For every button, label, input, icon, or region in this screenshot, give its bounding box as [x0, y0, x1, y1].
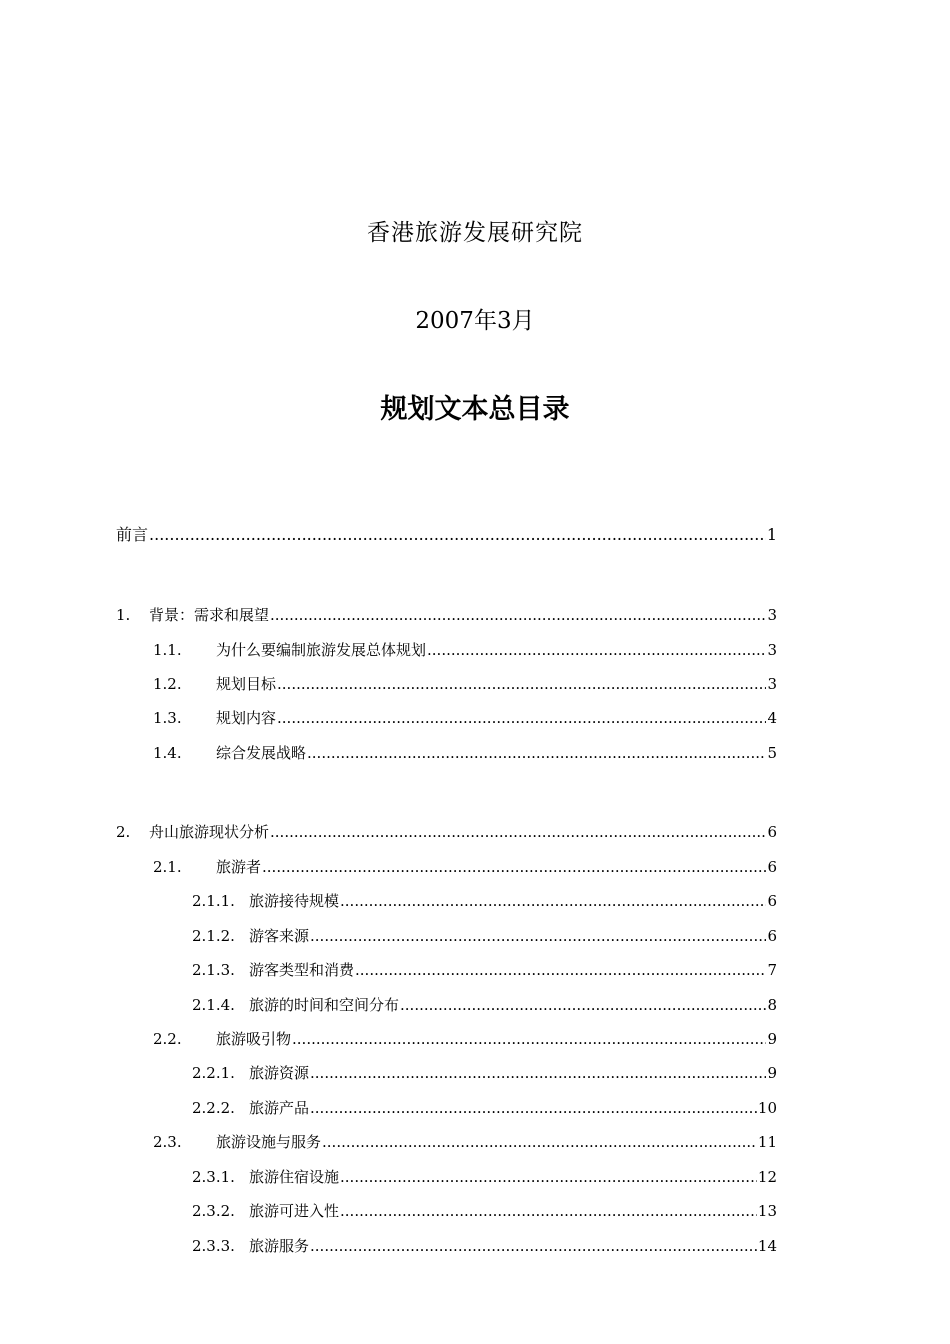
toc-entry-label: 为什么要编制旅游发展总体规划 [216, 641, 427, 659]
toc-entry-subsection[interactable] [192, 1235, 777, 1257]
toc-entry-label: 旅游接待规模 [249, 892, 340, 910]
toc-entry-number: 2.2.1. [192, 1064, 235, 1082]
toc-entry-section[interactable] [153, 1028, 777, 1050]
toc-entry-subsection[interactable] [192, 925, 777, 947]
toc-entry-label: 旅游的时间和空间分布 [249, 996, 400, 1014]
toc-entry-label: 旅游住宿设施 [249, 1168, 340, 1186]
toc-entry-section[interactable] [153, 707, 777, 729]
toc-entry-chapter[interactable] [116, 821, 777, 843]
toc-entry-label: 旅游设施与服务 [216, 1133, 322, 1151]
toc-entry-page: 3 [767, 606, 777, 624]
toc-entry-number: 2.3. [153, 1133, 182, 1151]
toc-leader-dots [262, 856, 766, 878]
toc-leader-dots [340, 890, 766, 912]
toc-entry-label: 旅游资源 [249, 1064, 310, 1082]
toc-leader-dots [277, 707, 766, 729]
toc-leader-dots [277, 673, 766, 695]
toc-entry-page: 8 [767, 996, 777, 1014]
toc-entry-page: 4 [767, 709, 777, 727]
toc-entry-number: 1.4. [153, 744, 182, 762]
toc-entry-label: 旅游吸引物 [216, 1030, 292, 1048]
toc-leader-dots [340, 1200, 757, 1222]
toc-leader-dots [307, 742, 766, 764]
toc-entry-number: 2.1.2. [192, 927, 235, 945]
toc-entry-number: 1.2. [153, 675, 182, 693]
toc-entry-number: 2.1. [153, 858, 182, 876]
toc-entry-section[interactable] [153, 1131, 777, 1153]
toc-leader-dots [270, 604, 766, 626]
toc-entry-label: 旅游产品 [249, 1099, 310, 1117]
toc-entry-page: 14 [757, 1237, 777, 1255]
toc-entry-page: 9 [767, 1064, 777, 1082]
toc-entry-chapter[interactable] [116, 604, 777, 626]
toc-entry-label: 旅游服务 [249, 1237, 310, 1255]
page-title: 规划文本总目录 [380, 394, 570, 425]
toc-entry-page: 3 [767, 641, 777, 659]
toc-leader-dots [310, 1062, 766, 1084]
toc-leader-dots [270, 821, 766, 843]
toc-leader-dots [355, 959, 766, 981]
toc-entry-page: 7 [767, 961, 777, 979]
toc-entry-label: 旅游者 [216, 858, 262, 876]
toc-entry-number: 2.3.1. [192, 1168, 235, 1186]
toc-leader-dots [340, 1166, 757, 1188]
toc-entry-page: 6 [767, 858, 777, 876]
organization-name: 香港旅游发展研究院 [367, 220, 583, 246]
toc-entry-page: 3 [767, 675, 777, 693]
toc-entry-page: 9 [767, 1030, 777, 1048]
toc-entry-page: 6 [767, 823, 777, 841]
toc-entry-number: 1.3. [153, 709, 182, 727]
toc-entry-section[interactable] [153, 673, 777, 695]
toc-leader-dots [400, 994, 766, 1016]
toc-entry-number: 2.1.1. [192, 892, 235, 910]
toc-leader-dots [310, 1235, 757, 1257]
toc-entry-number: 2.3.3. [192, 1237, 235, 1255]
toc-entry-number: 1.1. [153, 641, 182, 659]
toc-entry-number: 2.2.2. [192, 1099, 235, 1117]
toc-entry-label: 舟山旅游现状分析 [149, 823, 270, 841]
toc-entry-page: 13 [757, 1202, 777, 1220]
toc-entry-label: 旅游可进入性 [249, 1202, 340, 1220]
toc-entry-label: 游客类型和消费 [249, 961, 355, 979]
toc-entry-number: 2.3.2. [192, 1202, 235, 1220]
toc-leader-dots [322, 1131, 757, 1153]
toc-leader-dots [310, 925, 766, 947]
toc-entry-page: 6 [767, 892, 777, 910]
toc-entry-label: 规划内容 [216, 709, 277, 727]
toc-entry-section[interactable] [153, 856, 777, 878]
toc-entry-subsection[interactable] [192, 959, 777, 981]
toc-entry-page: 5 [767, 744, 777, 762]
toc-leader-dots [427, 639, 766, 661]
toc-entry-subsection[interactable] [192, 994, 777, 1016]
toc-entry-subsection[interactable] [192, 1062, 777, 1084]
toc-entry-page: 12 [757, 1168, 777, 1186]
document-date: 2007年3月 [415, 308, 535, 334]
toc-entry-page: 6 [767, 927, 777, 945]
toc-entry-page: 1 [766, 525, 777, 544]
toc-entry-number: 2.1.3. [192, 961, 235, 979]
toc-entry-subsection[interactable] [192, 1200, 777, 1222]
toc-entry-label: 综合发展战略 [216, 744, 307, 762]
toc-entry-number: 2.1.4. [192, 996, 235, 1014]
toc-entry-subsection[interactable] [192, 1097, 777, 1119]
toc-entry-number: 2. [116, 823, 131, 841]
toc-entry-label: 背景：需求和展望 [149, 606, 270, 624]
toc-entry-number: 1. [116, 606, 131, 624]
toc-leader-dots [310, 1097, 757, 1119]
toc-leader-dots [292, 1028, 766, 1050]
toc-entry-section[interactable] [153, 639, 777, 661]
toc-entry-subsection[interactable] [192, 1166, 777, 1188]
toc-entry-preface[interactable] [116, 524, 777, 546]
toc-entry-page: 10 [757, 1099, 777, 1117]
toc-entry-page: 11 [757, 1133, 777, 1151]
toc-entry-label: 规划目标 [216, 675, 277, 693]
toc-entry-section[interactable] [153, 742, 777, 764]
toc-entry-number: 2.2. [153, 1030, 182, 1048]
toc-entry-label: 前言 [116, 525, 149, 544]
toc-leader-dots [149, 524, 766, 546]
toc-entry-label: 游客来源 [249, 927, 310, 945]
toc-entry-subsection[interactable] [192, 890, 777, 912]
